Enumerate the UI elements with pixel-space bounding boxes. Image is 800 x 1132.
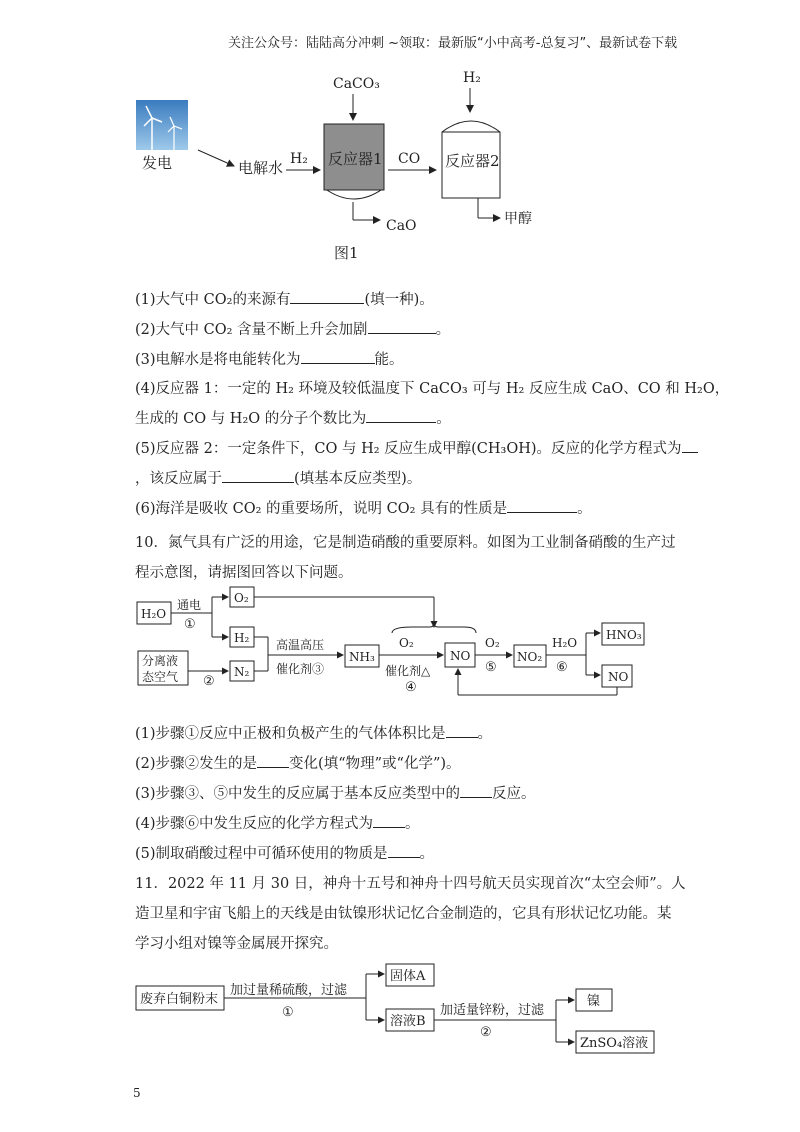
rongye-b-box: 溶液B [390,1014,426,1029]
no2-box: NO₂ [517,650,543,664]
fenli-line-2: 态空气 [142,670,179,684]
fadian-label: 发电 [142,154,173,172]
q10-line-2: 程示意图，请据图回答以下问题。 [135,565,353,581]
nh3-box: NH₃ [349,650,375,664]
step-4-label: ④ [405,680,417,695]
q9-line-1: (1)大气中 CO₂的来源有 (填一种)。 [135,292,434,308]
step-2-num: ② [480,1025,492,1040]
q10-question-5: (5)制取硝酸过程中可循环使用的物质是 。 [135,846,435,862]
step-5-label: ⑤ [485,660,497,675]
h2o-box: H₂O [141,607,167,621]
no-recycle-box: NO [608,670,629,684]
cuihua4-label: 催化剂△ [385,664,431,678]
q11-line-3: 学习小组对镍等金属展开探究。 [135,936,338,952]
reactor-1-label: 反应器1 [328,150,383,168]
step-2-text: 加适量锌粉，过滤 [440,1003,545,1018]
q9-line-6: (5)反应器 2：一定条件下，CO 与 H₂ 反应生成甲醇(CH₃OH)。反应的化学方程式为 [135,437,698,458]
feiqi-box: 废弃白铜粉末 [140,992,219,1007]
gaowen-label: 高温高压 [276,638,325,652]
nitric-acid-process-diagram [0,585,800,705]
q10-question-4: (4)步骤⑥中发生反应的化学方程式为 。 [135,816,420,832]
q9-line-7: ，该反应属于 (填基本反应类型)。 [135,471,422,487]
q9-line-4: (4)反应器 1：一定的 H₂ 环境及较低温度下 CaCO₃ 可与 H₂ 反应生成 CaO、CO 和 H₂O， [135,381,730,397]
q11-line-2: 造卫星和宇宙飞船上的天线是由钛镍形状记忆合金制造的，它具有形状记忆功能。某 [135,906,672,922]
q9-line-3: (3)电解水是将电能转化为 能。 [135,352,404,368]
step-1-text: 加过量稀硫酸，过滤 [230,983,348,998]
q9-line-8: (6)海洋是吸收 CO₂ 的重要场所，说明 CO₂ 具有的性质是 。 [135,501,592,517]
page-header: 关注公众号：陆陆高分冲刺 ~领取：最新版“小中高考-总复习”、最新试卷下载 [228,36,678,51]
h2-label: H₂ [290,151,308,167]
q10-line-1: 10．氮气具有广泛的用途，它是制造硝酸的重要原料。如图为工业制备硝酸的生产过 [135,535,676,551]
q11-line-1: 11．2022 年 11 月 30 日，神舟十五号和神舟十四号航天员实现首次“太空会师”。人 [135,876,686,892]
hno3-box: HNO₃ [606,628,642,642]
step-1-num: ① [282,1005,294,1020]
caco3-label: CaCO₃ [333,76,380,92]
guti-a-box: 固体A [390,969,426,984]
q9-line-5: 生成的 CO 与 H₂O 的分子个数比为 。 [135,411,451,427]
cuihua3-label: 催化剂③ [276,662,325,676]
step-6-label: ⑥ [556,660,568,675]
nie-box: 镍 [587,994,601,1009]
tongdian-label: 通电 [177,598,202,612]
q10-question-1: (1)步骤①反应中正极和负极产生的气体体积比是 。 [135,726,493,742]
wind-turbine-image [136,100,188,150]
no-box: NO [450,649,471,663]
fenli-line-1: 分离液 [142,654,179,668]
o2-box: O₂ [234,591,249,605]
step-2-label: ② [203,674,215,689]
znso4-box: ZnSO₄溶液 [580,1036,649,1051]
h2-top-label: H₂ [463,70,481,86]
dianjieshui-label: 电解水 [238,159,284,177]
n2-box: N₂ [234,665,250,679]
o2-reagent-label: O₂ [399,636,414,650]
nickel-process-diagram [0,956,800,1066]
figure-1-caption: 图1 [334,244,359,262]
co-label: CO [398,151,421,167]
step-1-label: ① [184,617,196,632]
q10-question-2: (2)步骤②发生的是 变化(填“物理”或“化学”)。 [135,756,461,772]
h2o-step6-label: H₂O [552,636,578,650]
cao-label: CaO [386,218,417,234]
q9-line-2: (2)大气中 CO₂ 含量不断上升会加剧 。 [135,322,451,338]
o2-step5-label: O₂ [485,636,500,650]
q10-question-3: (3)步骤③、⑤中发生的反应属于基本反应类型中的 反应。 [135,786,536,802]
reactor-2-label: 反应器2 [445,152,500,170]
jiachun-label: 甲醇 [504,211,532,227]
page-number: 5 [133,1086,141,1100]
h2-box: H₂ [234,631,250,645]
